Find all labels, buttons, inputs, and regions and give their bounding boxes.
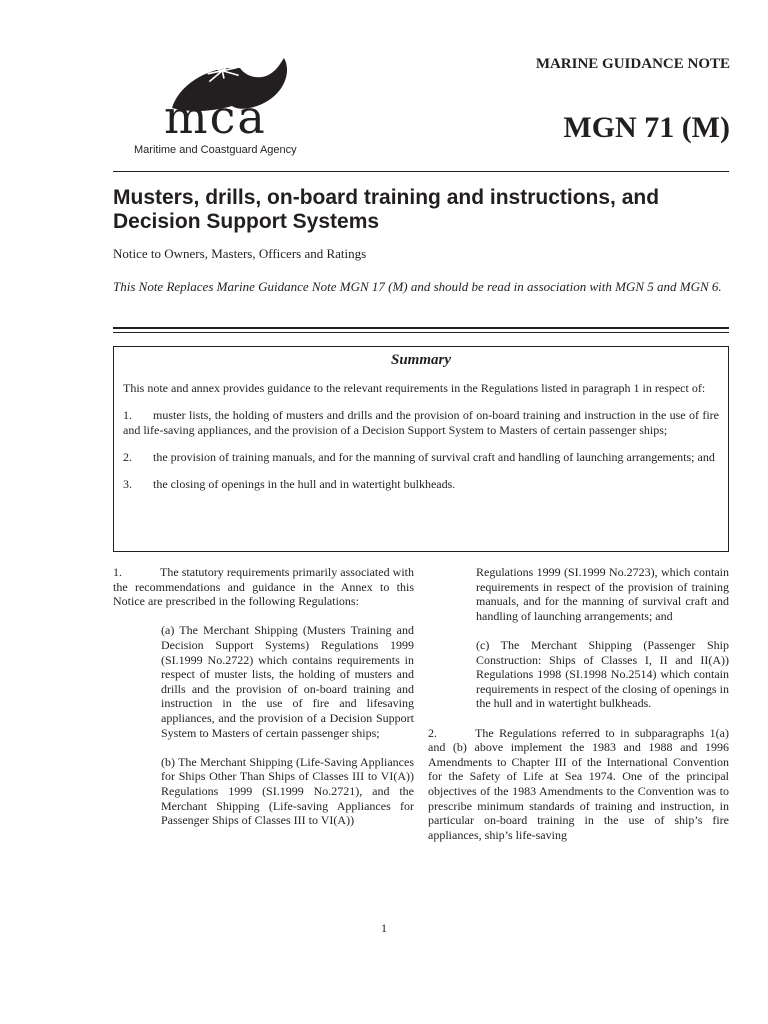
summary-item-number: 2. bbox=[123, 450, 132, 464]
summary-item-number: 3. bbox=[123, 477, 132, 491]
summary-intro: This note and annex provides guidance to the relevant requirements in the Regulations listed in paragraph 1 in respect of: bbox=[123, 381, 706, 395]
notice-audience: Notice to Owners, Masters, Officers and Ratings bbox=[113, 246, 367, 261]
subparagraph-1b: (b) The Merchant Shipping (Life-Saving Appliances for Ships Other Than Ships of Classes III to VI(A)) Regulations 1999 (SI.1999 No.2721), and the Merchant Shipping (Life-saving Appliances for Passenger Ships of Classes III to VI(A)) bbox=[161, 754, 414, 828]
document-number: MGN 71 (M) bbox=[563, 111, 730, 144]
document-title: Musters, drills, on-board training and instructions, and Decision Support Systems bbox=[113, 186, 660, 233]
summary-box bbox=[113, 346, 729, 552]
paragraph-number: 2. bbox=[428, 725, 437, 740]
replaces-note: This Note Replaces Marine Guidance Note MGN 17 (M) and should be read in association with MGN 5 and MGN 6. bbox=[113, 279, 722, 294]
summary-item bbox=[123, 450, 719, 465]
document-series: MARINE GUIDANCE NOTE bbox=[535, 56, 730, 72]
summary-item-text: muster lists, the holding of musters and drills and the provision of on-board training and instruction in the use of fire and life-saving appliances, and the provision of a Decision Support System to Masters of certain passenger ships; bbox=[123, 408, 719, 437]
subparagraph-1c: (c) The Merchant Shipping (Passenger Ship Construction: Ships of Classes I, II and II(A)) Regulations 1998 (SI.1998 No.2514) which contain requirements in respect of the closing of openings in the hull and in watertight bulkheads. bbox=[476, 637, 729, 711]
paragraph-text: The Regulations referred to in subparagraphs 1(a) and (b) above implement the 1983 and 1988 and 1996 Amendments to Chapter III of the International Convention for the Safety of Life at Sea 1974. One of the principal objectives of the 1983 Amendments to the Convention was to prescribe minimum standards of training and instruction, in particular on-board training in the use of ship’s fire appliances, ship’s life-saving bbox=[428, 725, 729, 842]
paragraph-text: The statutory requirements primarily associated with the recommendations and guidance in the Annex to this Notice are prescribed in the following Regulations: bbox=[113, 565, 414, 609]
paragraph-number: 1. bbox=[113, 565, 122, 579]
agency-name: Maritime and Coastguard Agency bbox=[134, 144, 297, 156]
summary-item bbox=[123, 477, 719, 492]
body-column-left bbox=[113, 565, 414, 842]
paragraph-2 bbox=[428, 726, 729, 843]
paragraph-1 bbox=[113, 565, 414, 609]
mca-logo bbox=[134, 58, 334, 158]
body-column-right bbox=[428, 565, 729, 857]
title-rule-top bbox=[113, 327, 729, 329]
subparagraph-1b-continued: Regulations 1999 (SI.1999 No.2723), which contain requirements in respect of the provision of training manuals, and for the manning of survival craft and handling of launching arrangements; and bbox=[476, 565, 729, 623]
summary-heading: Summary bbox=[390, 352, 451, 368]
page-number: 1 bbox=[381, 921, 387, 935]
title-rule-bottom bbox=[113, 332, 729, 333]
summary-item bbox=[123, 408, 719, 438]
logo-lettering: mca bbox=[164, 90, 267, 144]
header-rule bbox=[113, 171, 729, 172]
summary-item-number: 1. bbox=[123, 408, 132, 422]
subparagraph-1a: (a) The Merchant Shipping (Musters Training and Decision Support Systems) Regulations 1999 (SI.1999 No.2722) which contains requirements in respect of muster lists, the holding of musters and drills and the provision of on-board training and instruction in the use of fire and lifesaving appliances, and the provision of a Decision Support System to Masters of certain passenger ships; bbox=[161, 623, 414, 740]
summary-item-text: the provision of training manuals, and for the manning of survival craft and handling of launching arrangements; and bbox=[153, 450, 715, 464]
summary-item-text: the closing of openings in the hull and in watertight bulkheads. bbox=[153, 477, 456, 491]
